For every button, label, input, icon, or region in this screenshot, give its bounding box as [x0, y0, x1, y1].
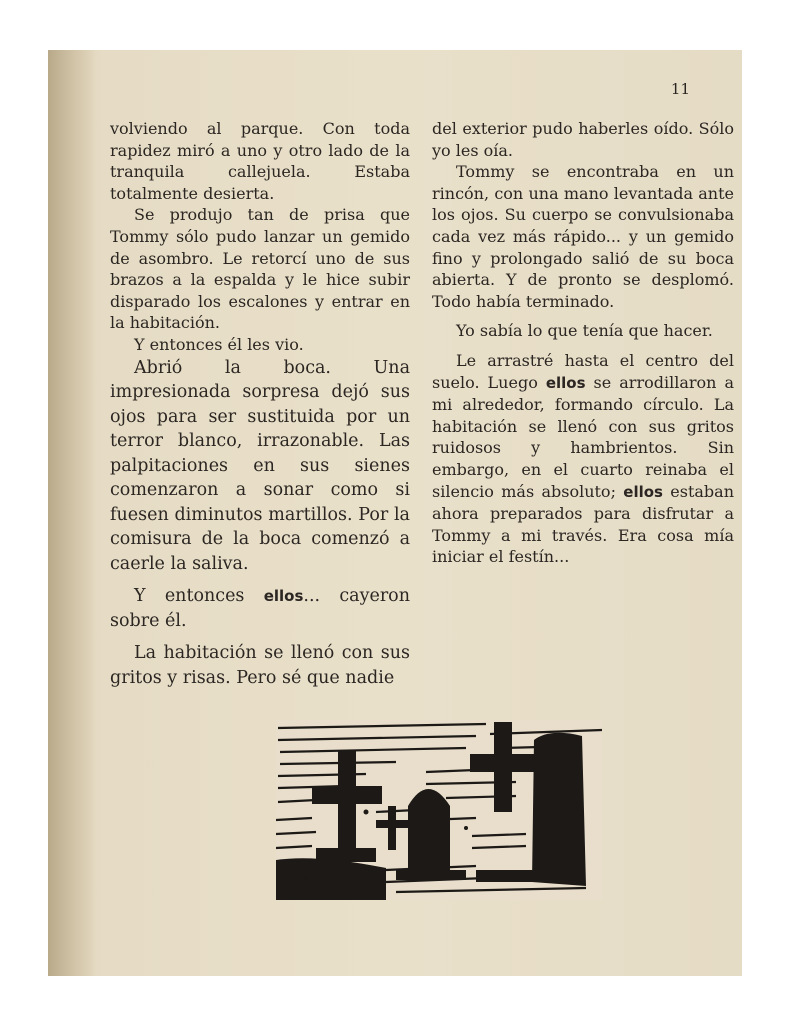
paragraph: Y entonces ellos... cayeron sobre él. [110, 586, 410, 631]
right-text-column [432, 118, 734, 568]
paragraph: Tommy se encontraba en un rincón, con una mano levantada ante los ojos. Su cuerpo se convulsionaba cada vez más rápido... y un gemido fino y prolongado salió de su boca abierta. Y de pronto se desplomó. Todo había terminado. [432, 162, 734, 311]
emphasis-word: ellos [545, 373, 586, 392]
emphasis-word: ellos [263, 587, 304, 606]
left-text-column [110, 118, 410, 690]
paragraph: Le arrastré hasta el centro del suelo. Luego ellos se arrodillaron a mi alrededor, formando círculo. La habitación se llenó con sus gritos ruidosos y hambrientos. Sin embargo, en el cuarto reinaba el silencio más absoluto; ellos estaban ahora preparados para disfrutar a Tommy a mi través. Era cosa mía iniciar el festín... [432, 350, 735, 567]
paragraph: Abrió la boca. Una impresionada sorpresa dejó sus ojos para ser sustituida por un terror blanco, irrazonable. Las palpitaciones en sus sienes comenzaron a sonar como si fuesen diminutos martillos. Por la comisura de la boca comenzó a caerle la saliva. [110, 357, 410, 574]
paragraph: Se produjo tan de prisa que Tommy sólo pudo lanzar un gemido de asombro. Le retorcí uno de sus brazos a la espalda y le hice subir disparado los escalones y entrar en la habitación. [110, 205, 410, 333]
paragraph: La habitación se llenó con sus gritos y risas. Pero sé que nadie [110, 643, 410, 688]
page-number: 11 [670, 80, 690, 98]
emphasis-word: ellos [623, 482, 663, 501]
paragraph: del exterior pudo haberles oído. Sólo yo les oía. [432, 119, 734, 160]
paragraph: Y entonces él les vio. [134, 334, 304, 354]
graveyard-tombstones-icon [276, 720, 602, 900]
book-page-photo [48, 50, 742, 976]
book-gutter [48, 50, 96, 976]
paragraph: Yo sabía lo que tenía que hacer. [456, 321, 713, 341]
paragraph: volviendo al parque. Con toda rapidez miró a uno y otro lado de la tranquila callejuela. Estaba totalmente desierta. [110, 119, 410, 203]
